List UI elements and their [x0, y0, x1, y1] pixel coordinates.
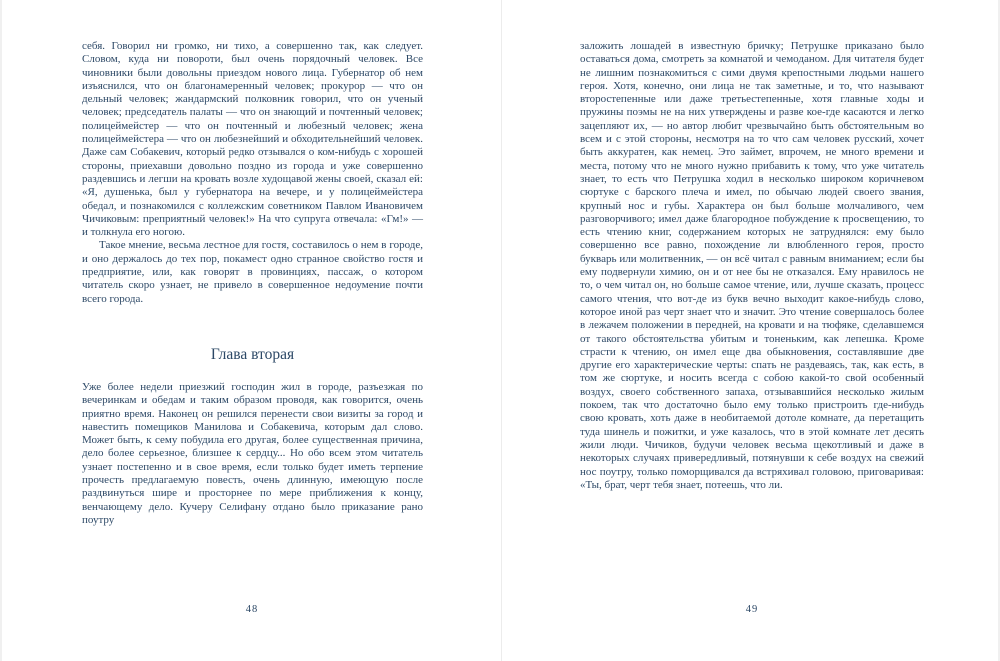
paragraph: Уже более недели приезжий господин жил в городе, разъезжая по вечеринкам и обедам и таким образом проводя, как говорится, очень приятно время. Наконец он решился перенести свои визиты за город и навестить помещиков Манилова и Собакевича, которым дал слово. Может быть, к сему побудила его другая, более существенная причина, дело более серьезное, близшее к сердцу... Но обо всем этом читатель узнает постепенно и в свое время, если только будет иметь терпение прочесть предлагаемую повесть, очень длинную, имеющую после раздвинуться шире и просторнее по мере приближения к концу, венчающему дело. Кучеру Селифану отдано было приказание рано поутру — [82, 380, 423, 526]
page-right — [502, 0, 1000, 661]
chapter-heading: Глава вторая — [210, 345, 295, 363]
text-column-left — [82, 40, 423, 527]
page-left — [2, 0, 502, 661]
paragraph-continuation: себя. Говорил ни громко, ни тихо, а совершенно так, как следует. Словом, куда ни повороти, был очень порядочный человек. Все чиновники были довольны приездом нового лица. Губернатор об нем изъяснился, что он благонамеренный человек; прокурор — что он дельный человек; жандармский полковник говорил, что он ученый человек; председатель палаты — что он знающий и почтенный человек; полицеймейстер — что он почтенный и любезный человек; жена полицеймейстера — что он любезнейший и обходительнейший человек. Даже сам Собакевич, который редко отзывался о ком-нибудь с хорошей стороны, приехавши довольно поздно из города и уже совершенно раздевшись и легши на кровать возле худощавой жены своей, сказал ей: «Я, душенька, был у губернатора на вечере, и у полицеймейстера обедал, и познакомился с коллежским советником Павлом Ивановичем Чичиковым: преприятный человек!» На что супруга отвечала: «Гм!» — и толкнула его ногою. — [82, 40, 423, 239]
page-number-left: 48 — [245, 604, 259, 615]
paragraph-continuation: заложить лошадей в известную бричку; Петрушке приказано было оставаться дома, смотреть за комнатой и чемоданом. Для читателя будет не лишним познакомиться с сими двумя крепостными людьми нашего героя. Хотя, конечно, они лица не так заметные, и то, что называют второстепенные или даже третьестепенные, хотя главные ходы и пружины поэмы не на них утверждены и разве кое-где касаются и легко зацепляют их, — но автор любит чрезвычайно быть обстоятельным во всем и с этой стороны, несмотря на то что сам человек русский, хочет быть аккуратен, как немец. Это займет, впрочем, не много времени и места, потому что не много нужно прибавить к тому, что уже читатель знает, то есть что Петрушка ходил в несколько широком коричневом сюртуке с барского плеча и имел, по обычаю людей своего звания, крупный нос и губы. Характера он был больше молчаливого, чем разговорчивого; имел даже благородное побуждение к просвещению, то есть чтению книг, содержанием которых не затруднялся: ему было совершенно все равно, похождение ли влюбленного героя, просто букварь или молитвенник, — он всё читал с равным вниманием; если бы ему подвернули химию, он и от нее бы не отказался. Ему нравилось не то, о чем читал он, но больше самое чтение, или, лучше сказать, процесс самого чтения, что вот-де из букв вечно выходит какое-нибудь слово, которое иной раз черт знает что и значит. Это чтение совершалось более в лежачем положении в передней, на кровати и на тюфяке, сделавшемся от такого обстоятельства убитым и тоненьким, как лепешка. Кроме страсти к чтению, он имел еще два обыкновения, составлявшие две другие его характерические черты: спать не раздеваясь, так, как есть, в том же сюртуке, и носить всегда с собою какой-то свой особенный воздух, своего собственного запаха, отзывавшийся несколько жилым покоем, так что достаточно было ему только пристроить где-нибудь свою кровать, хоть даже в необитаемой дотоле комнате, да перетащить туда шинель и пожитки, и уже казалось, что в этой комнате лет десять жили люди. Чичиков, будучи человек весьма щекотливый и даже в некоторых случаях привередливый, потянувши к себе воздух на свежий нос поутру, только поморщивался да встряхивал головою, приговаривая: «Ты, брат, черт тебя знает, потеешь, что ли. — [580, 40, 924, 491]
text-column-right — [580, 40, 924, 492]
paragraph: Такое мнение, весьма лестное для гостя, составилось о нем в городе, и оно держалось до тех пор, покамест одно странное свойство гостя и предприятие, или, как говорят в провинциях, пассаж, о котором читатель скоро узнает, не привело в совершенное недоумение почти всего города. — [82, 239, 423, 305]
page-number-right: 49 — [745, 604, 759, 615]
